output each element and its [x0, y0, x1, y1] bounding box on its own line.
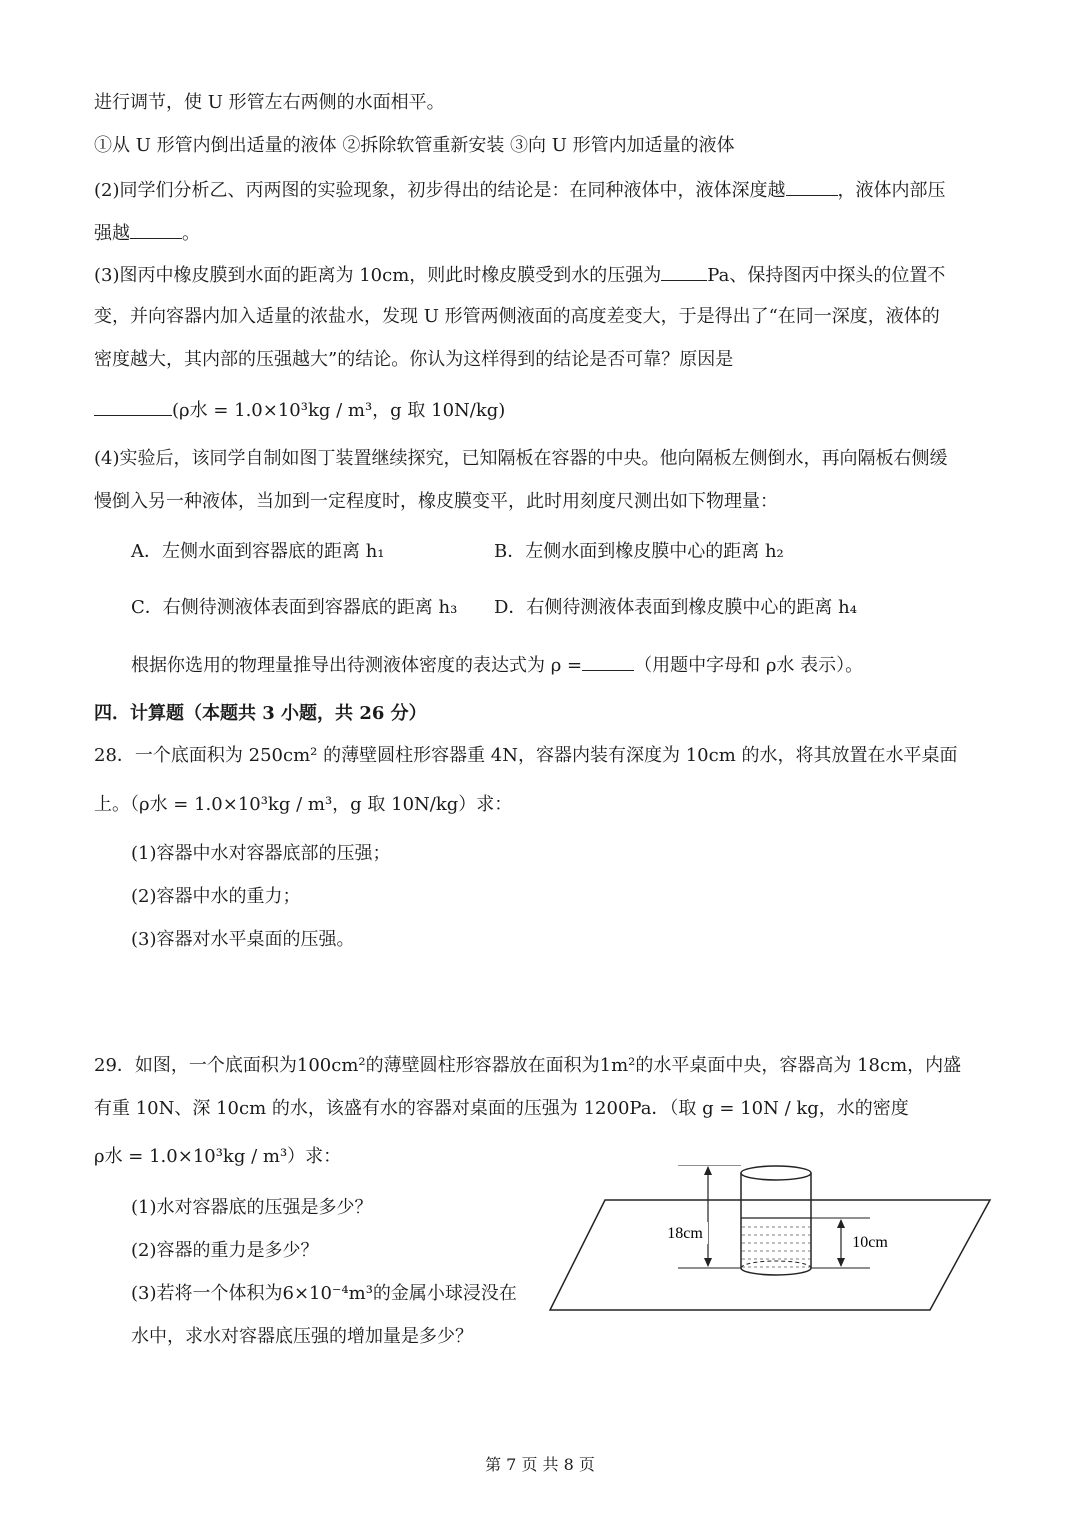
text-line: (3)图丙中橡皮膜到水面的距离为 10cm，则此时橡皮膜受到水的压强为 Pa、保持图丙中探头的位置不 [94, 262, 945, 288]
sub-question: (2)容器的重力是多少？ [131, 1240, 319, 1261]
section-heading: 四．计算题（本题共 3 小题，共 26 分） [94, 703, 427, 724]
answer-blank[interactable] [130, 220, 182, 239]
text-line: (ρ水 = 1.0×10³kg / m³，g 取 10N/kg) [94, 397, 505, 423]
question-28: 28．一个底面积为 250cm² 的薄壁圆柱形容器重 4N，容器内装有深度为 10cm 的水，将其放置在水平桌面 [94, 745, 958, 766]
page-footer: 第 7 页 共 8 页 [485, 1455, 595, 1474]
text-line: 有重 10N、深 10cm 的水，该盛有水的容器对桌面的压强为 1200Pa．（取 g = 10N / kg，水的密度 [94, 1098, 909, 1119]
text-line: 进行调节，使 U 形管左右两侧的水面相平。 [94, 92, 445, 113]
question-29: 29．如图，一个底面积为100cm²的薄壁圆柱形容器放在面积为1m²的水平桌面中央，容器高为 18cm，内盛 [94, 1055, 962, 1076]
option-d: D．右侧待测液体表面到橡皮膜中心的距离 h₄ [494, 597, 857, 618]
option-b: B．左侧水面到橡皮膜中心的距离 h₂ [494, 541, 784, 562]
sub-question: (1)容器中水对容器底部的压强； [131, 843, 391, 864]
sub-question: (1)水对容器底的压强是多少？ [131, 1197, 373, 1218]
answer-blank[interactable] [582, 652, 634, 671]
container-top [741, 1166, 811, 1180]
sub-question: 水中，求水对容器底压强的增加量是多少？ [131, 1326, 473, 1347]
sub-question: (2)容器中水的重力； [131, 886, 301, 907]
text-line: 变，并向容器内加入适量的浓盐水，发现 U 形管两侧液面的高度差变大，于是得出了“在同一深度，液体的 [94, 306, 940, 327]
text-line: 强越 。 [94, 220, 200, 246]
answer-blank[interactable] [786, 177, 838, 196]
sub-question: (3)若将一个体积为6×10⁻⁴m³的金属小球浸没在 [131, 1283, 517, 1304]
text-line: ①从 U 形管内倒出适量的液体 ②拆除软管重新安装 ③向 U 形管内加适量的液体 [94, 135, 735, 156]
text-line: 根据你选用的物理量推导出待测液体密度的表达式为 ρ = （用题中字母和 ρ水 表示）。 [131, 652, 863, 678]
text-line: (4)实验后，该同学自制如图丁装置继续探究，已知隔板在容器的中央。他向隔板左侧倒水，再向隔板右侧缓 [94, 448, 948, 469]
table-surface [550, 1200, 990, 1310]
option-c: C．右侧待测液体表面到容器底的距离 h₃ [131, 597, 458, 618]
height-label: 18cm [667, 1225, 703, 1242]
text-line: 上。（ρ水 = 1.0×10³kg / m³，g 取 10N/kg）求： [94, 794, 513, 815]
text-line: ρ水 = 1.0×10³kg / m³）求： [94, 1146, 342, 1167]
depth-label: 10cm [852, 1234, 888, 1251]
text-line: (2)同学们分析乙、丙两图的实验现象，初步得出的结论是：在同种液体中，液体深度越 ，液体内部压 [94, 177, 946, 203]
option-a: A．左侧水面到容器底的距离 h₁ [131, 541, 385, 562]
answer-blank[interactable] [661, 262, 707, 281]
text-line: 慢倒入另一种液体，当加到一定程度时，橡皮膜变平，此时用刻度尺测出如下物理量： [94, 491, 778, 512]
sub-question: (3)容器对水平桌面的压强。 [131, 929, 355, 950]
answer-blank[interactable] [94, 397, 172, 416]
container-diagram [545, 1165, 995, 1315]
text-line: 密度越大，其内部的压强越大”的结论。你认为这样得到的结论是否可靠？原因是 [94, 349, 734, 370]
